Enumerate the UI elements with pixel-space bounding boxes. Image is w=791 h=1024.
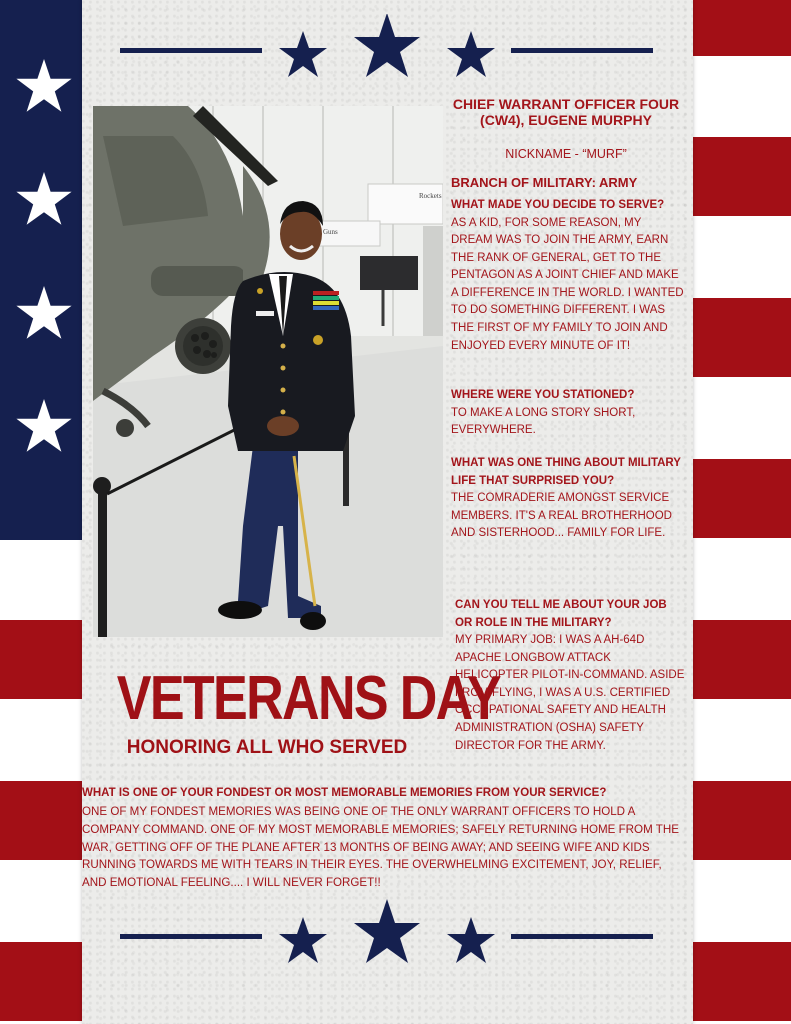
qa-memory-answer: ONE OF MY FONDEST MEMORIES WAS BEING ONE OF THE ONLY WARRANT OFFICERS TO HOLD A COMPANY COMMAND. ONE OF MY MOST MEMORABLE MEMORIES; SAFELY RETURNING HOME FROM THE WAR, GETTING OFF OF THE PLANE AFTER 13 MONTHS OF BEING AWAY; AND SEEING WIFE AND KIDS RUNNING TOWARDS ME WITH TEARS IN THEIR EYES. THE OVERWHELMING EXCITEMENT, JOY, RELIEF, AND EMOTIONAL FEELING.... I WILL NEVER FORGET!! <box>82 805 679 890</box>
poster-subtitle: HONORING ALL WHO SERVED <box>126 737 408 758</box>
divider-line-left <box>120 934 262 939</box>
veteran-photo <box>93 106 443 637</box>
photo-sign-rockets: Rockets <box>419 192 442 200</box>
bottom-star-divider <box>82 896 693 976</box>
top-star-divider <box>82 14 693 94</box>
qa-question: WHAT WAS ONE THING ABOUT MILITARY LIFE THAT SURPRISED YOU? <box>451 457 681 487</box>
qa-memory-question: WHAT IS ONE OF YOUR FONDEST OR MOST MEMORABLE MEMORIES FROM YOUR SERVICE? <box>82 787 607 799</box>
photo-illustration <box>93 106 443 637</box>
qa-serve <box>451 197 685 355</box>
qa-surprised <box>451 455 683 543</box>
star-icon <box>354 899 420 963</box>
qa-question: WHAT MADE YOU DECIDE TO SERVE? <box>451 199 665 211</box>
star-icon <box>354 14 420 77</box>
star-icon <box>14 169 74 229</box>
star-icon <box>14 396 74 456</box>
star-icon <box>279 917 327 963</box>
veteran-nickname: NICKNAME - “MURF” <box>505 147 627 161</box>
star-icon <box>14 283 74 343</box>
veteran-branch: BRANCH OF MILITARY: ARMY <box>451 175 638 190</box>
qa-answer: TO MAKE A LONG STORY SHORT, EVERYWHERE. <box>451 406 636 437</box>
poster-title: VETERANS DAY <box>116 664 500 733</box>
qa-answer: AS A KID, FOR SOME REASON, MY DREAM WAS TO JOIN THE ARMY, EARN THE RANK OF GENERAL, GET TO THE PENTAGON AS A JOINT CHIEF AND MAKE A DIFFERENCE IN THE WORLD. I WANTED TO DO SOMETHING DIFFERENT. I WAS THE FIRST OF MY FAMILY TO JOIN AND ENJOYED EVERY MINUTE OF IT! <box>451 216 684 352</box>
qa-question: WHERE WERE YOU STATIONED? <box>451 389 635 401</box>
qa-stationed <box>451 387 685 440</box>
divider-line-left <box>120 48 262 53</box>
star-icon <box>447 31 495 77</box>
veteran-name: CHIEF WARRANT OFFICER FOUR (CW4), EUGENE MURPHY <box>452 96 680 128</box>
divider-line-right <box>511 934 653 939</box>
qa-question: CAN YOU TELL ME ABOUT YOUR JOB OR ROLE IN THE MILITARY? <box>455 599 667 629</box>
qa-answer: THE COMRADERIE AMONGST SERVICE MEMBERS. IT'S A REAL BROTHERHOOD AND SISTERHOOD... FAMILY FOR LIFE. <box>451 492 672 540</box>
star-icon <box>14 56 74 116</box>
star-icon <box>447 917 495 963</box>
photo-sign-guns: Guns <box>323 228 338 236</box>
star-icon <box>279 31 327 77</box>
divider-line-right <box>511 48 653 53</box>
qa-job <box>455 597 687 755</box>
qa-answer: MY PRIMARY JOB: I WAS A AH-64D APACHE LONGBOW ATTACK HELICOPTER PILOT-IN-COMMAND. ASIDE FROM FLYING, I WAS A U.S. CERTIFIED OCCUPATIONAL SAFETY AND HEALTH ADMINISTRATION (OSHA) SAFETY DIRECTOR FOR THE ARMY. <box>455 634 685 752</box>
